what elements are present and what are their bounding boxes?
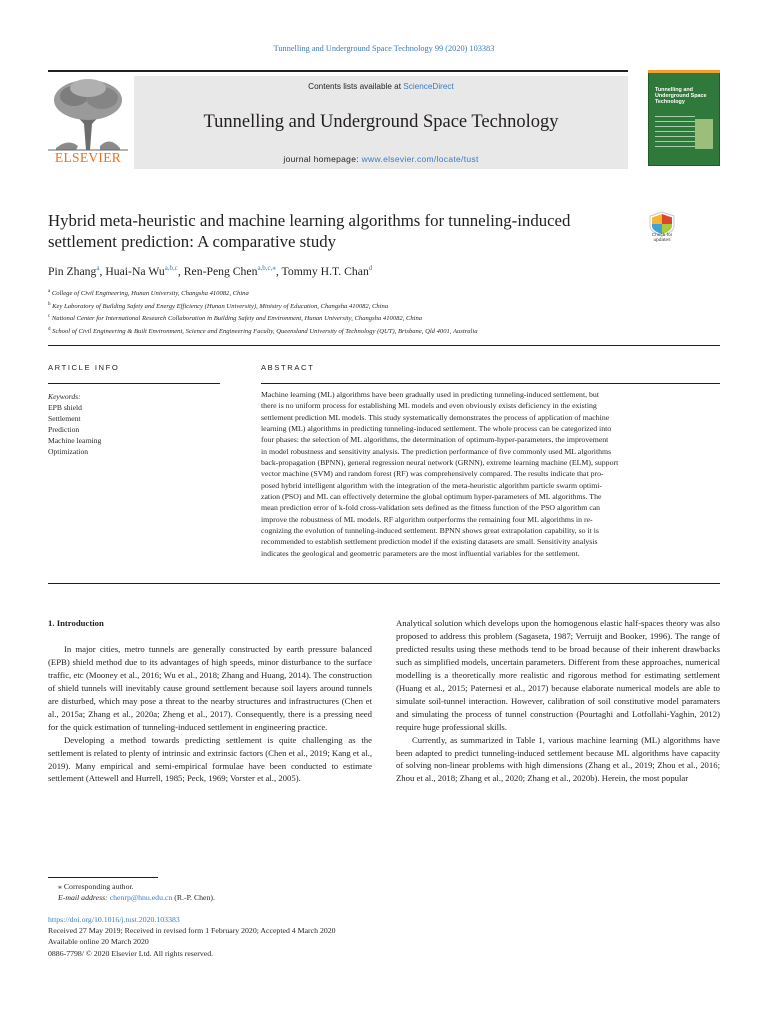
corresponding-author-note: ⁎ Corresponding author.: [58, 882, 134, 891]
copyright-line: 0886-7798/ © 2020 Elsevier Ltd. All rights reserved.: [48, 948, 214, 958]
spacer: [48, 630, 372, 643]
abstract-line: recommended to establish settlement prediction model if the existing datasets are small. Sensitivity analysis: [261, 537, 598, 547]
bibliographic-info: [48, 914, 548, 959]
affiliation-item: [48, 325, 728, 338]
author-affil-sup[interactable]: a,b,c,⁎: [257, 264, 276, 272]
affiliation-text: College of Civil Engineering, Hunan University, Changsha 410082, China: [51, 290, 249, 298]
abstract-line: indicates the geological and geometric parameters are the most influential variables for the settlement.: [261, 548, 580, 558]
author-name[interactable]: Pin Zhang: [48, 264, 97, 278]
available-online: Available online 20 March 2020: [48, 937, 149, 947]
abstract-line: mean prediction error of k-fold cross-validation sets defined as the fitness function of the PSO algorithm can: [261, 503, 601, 513]
abstract-heading: ABSTRACT: [261, 363, 315, 372]
affiliation-item: [48, 300, 728, 313]
body-paragraph: Currently, as summarized in Table 1, various machine learning (ML) algorithms have been adapted to predict tunneling-induced settlement because ML algorithms have capacity of solving non-linear problems with high dimensions (Zhang et al., 2019; Zhou et al., 2016; Zhou et al., 2018; Zhang et al., 2020; Zhang et al., 2020b). Herein, the most popular: [396, 734, 720, 784]
abstract-line: in model robustness and sensitivity analysis. The prediction performance of five commonly used ML algorithms: [261, 446, 612, 456]
abstract-line: learning (ML) algorithms in predicting tunneling-induced settlement. The whole process can be categorized into: [261, 424, 612, 434]
keyword-item: Prediction: [48, 425, 80, 434]
abstract-line: improve the robustness of ML models. RF algorithm outperforms the remaining four ML algorithms in re-: [261, 514, 593, 524]
footnote-rule: [48, 877, 158, 878]
author-separator: ,: [99, 264, 106, 278]
homepage-link[interactable]: www.elsevier.com/locate/tust: [361, 154, 479, 164]
keywords-label: Keywords:: [48, 392, 81, 401]
section-heading-introduction: 1. Introduction: [48, 618, 104, 628]
article-info-heading: ARTICLE INFO: [48, 363, 120, 372]
abstract-text: [261, 389, 720, 559]
footnotes: [48, 881, 448, 903]
affiliation-text: School of Civil Engineering & Built Environment, Science and Engineering Faculty, Queensland University of Technology (QUT), Brisbane, Qld 4001, Australia: [52, 328, 478, 336]
email-label: E-mail address:: [58, 893, 110, 902]
affiliation-sup: a: [48, 289, 51, 294]
journal-reference[interactable]: Tunnelling and Underground Space Technology 99 (2020) 103383: [273, 44, 495, 53]
abstract-line: back-propagation (BPNN), general regression neural network (GRNN), extreme learning machine (ELM), support: [261, 458, 619, 468]
section-divider: [48, 345, 720, 346]
abstract-line: zation (PSO) and ML can effectively determine the global optimum hyper-parameters of ML algorithms. The: [261, 492, 602, 502]
keyword-item: Optimization: [48, 447, 89, 456]
body-column-right: [396, 617, 720, 785]
crossmark-icon[interactable]: [646, 210, 678, 252]
cover-accent-bar: [648, 70, 720, 73]
sciencedirect-link[interactable]: ScienceDirect: [403, 82, 454, 91]
affiliation-sup: d: [48, 327, 51, 333]
abstract-line: four phases: the selection of ML algorithms, the determination of optimum-hyper-parameters, the improvement: [261, 435, 609, 445]
keywords-block: [48, 391, 220, 457]
cover-decoration: [655, 116, 695, 151]
abstract-line: vector machine (SVM) and random forest (RF) was comprehensively compared. The results indicate that pro-: [261, 469, 604, 479]
paper-title: Hybrid meta-heuristic and machine learning algorithms for tunneling-induced settlement prediction: A comparative study: [48, 211, 571, 251]
affiliation-text: Key Laboratory of Building Safety and Energy Efficiency (Hunan University), Ministry of Education, Changsha 410082, China: [52, 302, 389, 310]
homepage-prefix: journal homepage:: [283, 154, 362, 164]
abstract-line: settlement prediction ML models. This study systematically demonstrates the process of application of machine: [261, 412, 610, 422]
affiliation-item: [48, 287, 728, 300]
email-link[interactable]: chenrp@hnu.edu.cn: [109, 893, 173, 902]
email-suffix: (R.-P. Chen).: [172, 893, 215, 902]
author-affil-sup[interactable]: a,b,c: [164, 264, 178, 272]
journal-title: Tunnelling and Underground Space Technology: [203, 112, 559, 132]
journal-cover-image[interactable]: [648, 70, 720, 166]
affiliation-sup: c: [48, 314, 51, 320]
body-paragraph: Analytical solution which develops upon the homogenous elastic half-spaces theory was also proposed to address this problem (Sagaseta, 1987; Verruijt and Booker, 1996). The range of predicted results using these methods tend to be broad because of their inherent drawbacks such as simplified models, uncertain parameters. Different from these approaches, numerical modelling is a theoretically more realistic and rigorous method for estimating settlement (Huang et al., 2015; Paternesi et al., 2017) because elaborate numerical models are able to simulate soil-tunnel interaction. However, calibration of soil constitutive model paramaters and simulating the process of tunnel construction (Pourtaghi and Lotfollahi-Yaghin, 2012) require huge professional skills.: [396, 618, 720, 732]
keyword-item: EPB shield: [48, 403, 82, 412]
body-column-left: [48, 617, 372, 785]
abstract-rule: [261, 383, 720, 384]
affiliations: [48, 287, 728, 338]
masthead-banner: [134, 76, 628, 169]
article-info-rule: [48, 383, 220, 384]
abstract-line: there is no uniform process for establishing ML models and even obviously exists deficiency in the existing: [261, 401, 597, 411]
section-divider: [48, 583, 720, 584]
doi-link[interactable]: https://doi.org/10.1016/j.tust.2020.103383: [48, 915, 180, 924]
elsevier-logo: [48, 76, 128, 166]
author-list: [48, 264, 708, 278]
received-dates: Received 27 May 2019; Received in revised form 1 February 2020; Accepted 4 March 2020: [48, 926, 336, 936]
affiliation-text: National Center for International Research Collaboration in Building Safety and Environment, Hunan University, Changsha 410082, China: [51, 315, 423, 323]
body-paragraph: In major cities, metro tunnels are generally constructed by earth pressure balanced (EPB) shield method due to its advantages of high speeds, minor disturbance to the surface traffic, etc (Mooney et al., 2016; Wu et al., 2018; Zhang and Huang, 2014). The construction of shield tunnels will inevitably cause ground settlement because soil layers around tunnels are disturbed, which may pose a threat to the nearby structures and infrastructures (Chen et al., 2015a; Zhang et al., 2020a; Zheng et al., 2017). Consequently, there is a pressing need for the quick estimation of tunneling-induced settlement in engineering practice.: [48, 643, 372, 732]
author-separator: ,: [177, 264, 184, 278]
abstract-line: Machine learning (ML) algorithms have been gradually used in predicting tunneling-induced settlement, but: [261, 390, 599, 399]
keyword-item: Settlement: [48, 414, 81, 423]
author-name[interactable]: Tommy H.T. Chan: [281, 264, 369, 278]
elsevier-tree-icon: [48, 76, 128, 152]
body-paragraph: Developing a method towards predicting settlement is quite challenging as the settlement is related to plenty of intrinsic and extrinsic factors (Chen et al., 2019; Kang et al., 2019). Many empirical and semi-empirical formulae have been conducted to estimate settlement (Attewell and Hurrell, 1985; Peck, 1969; Vorster et al., 2005).: [48, 734, 372, 784]
journal-masthead: [48, 70, 628, 171]
affiliation-item: [48, 312, 728, 325]
cover-photo: [695, 119, 713, 149]
email-note: [48, 892, 448, 903]
contents-prefix: Contents lists available at: [308, 82, 404, 91]
affiliation-sup: b: [48, 301, 51, 307]
contents-line: [134, 82, 628, 91]
abstract-line: cognizing the evolution of tunneling-induced settlement. BPNN shows great extrapolation capability, so it is: [261, 526, 599, 536]
author-affil-sup[interactable]: a: [96, 264, 100, 272]
author-name[interactable]: Ren-Peng Chen: [183, 264, 258, 278]
crossmark-label: Check for updates: [651, 233, 673, 244]
author-affil-sup[interactable]: d: [368, 264, 373, 272]
homepage-line: [134, 154, 628, 164]
keyword-item: Machine learning: [48, 436, 102, 445]
author-name[interactable]: Huai-Na Wu: [105, 264, 165, 278]
publisher-name: ELSEVIER: [54, 150, 122, 165]
cover-title: Tunnelling and Underground Space Technology: [655, 87, 707, 106]
abstract-line: posed hybrid intelligent algorithm with the integration of the meta-heuristic algorithm particle swarm optimi-: [261, 480, 603, 490]
author-separator: ,: [275, 264, 282, 278]
